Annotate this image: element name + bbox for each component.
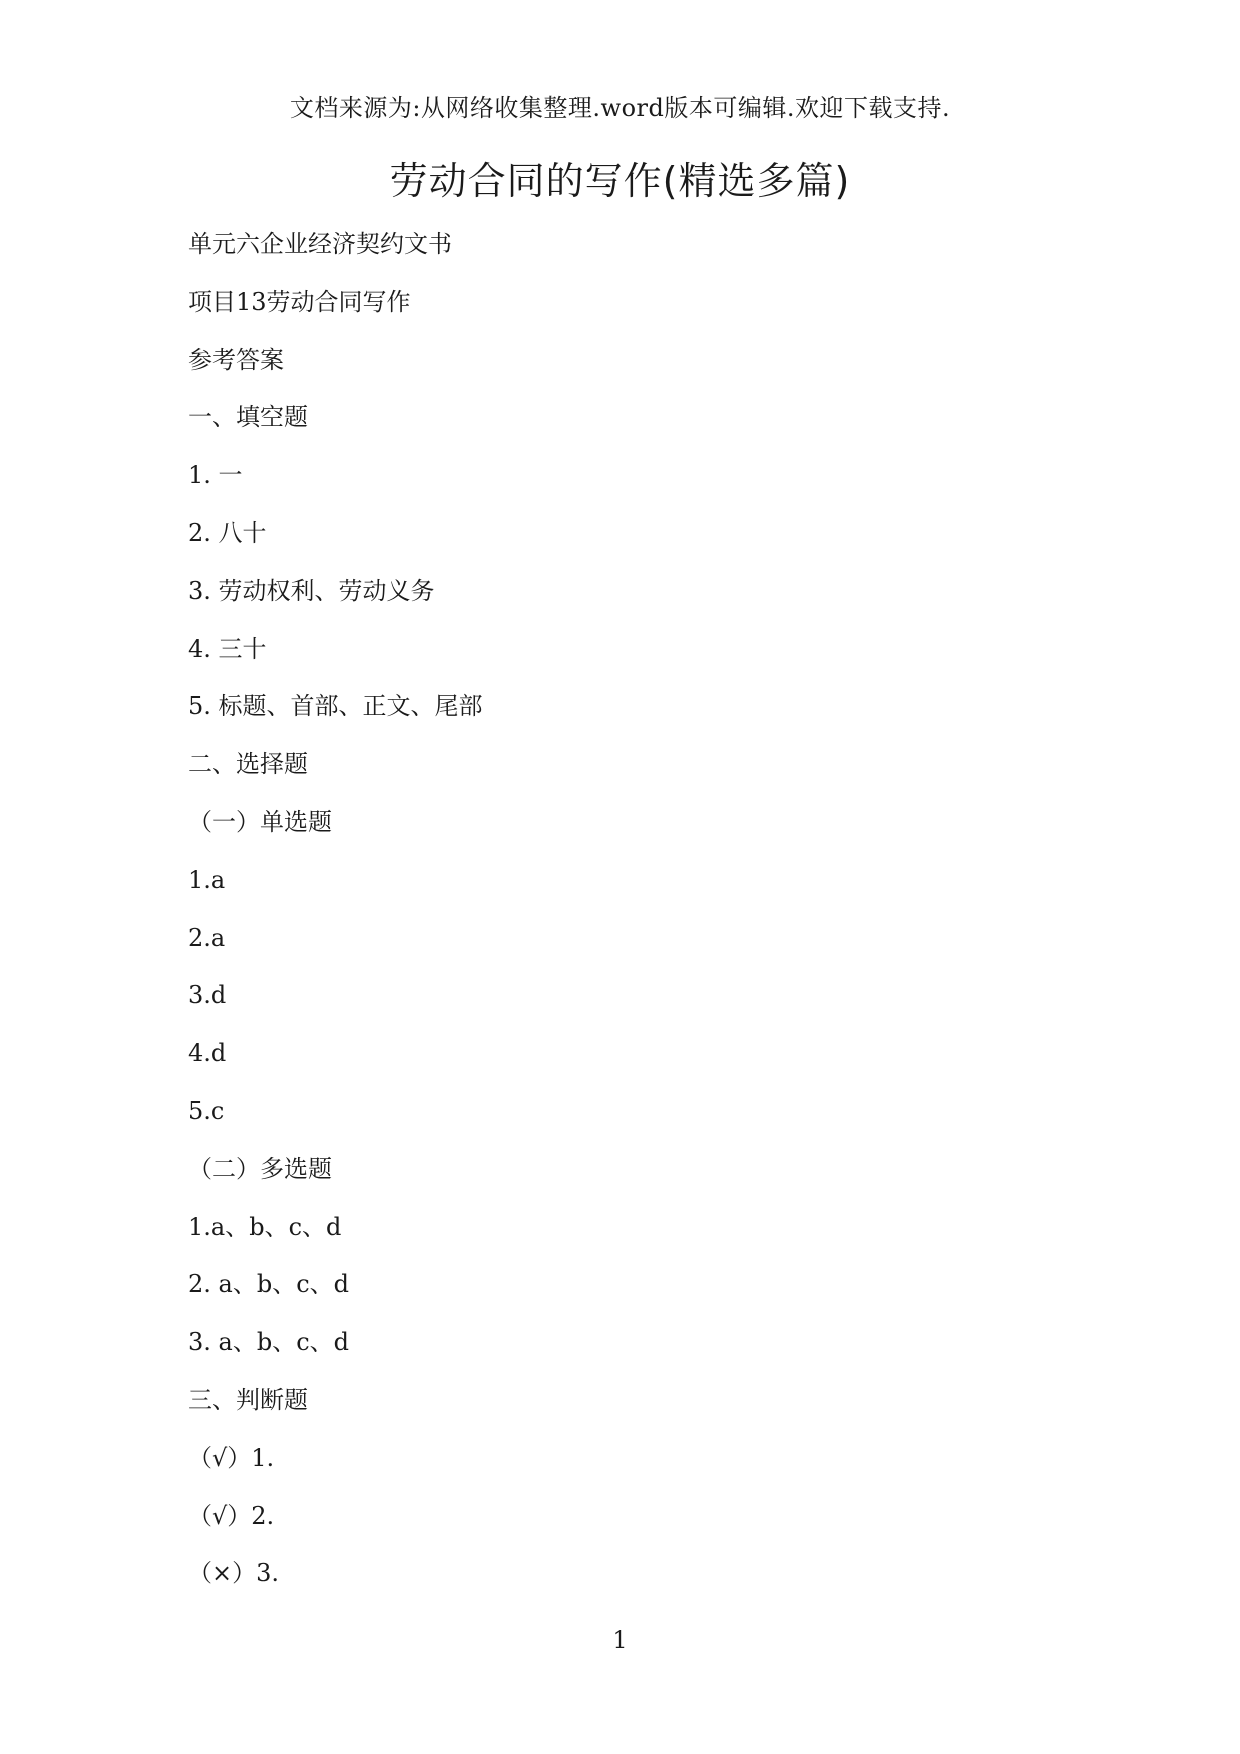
section-true-false-heading: 三、判断题 — [188, 1385, 308, 1414]
document-title: 劳动合同的写作(精选多篇) — [389, 159, 851, 203]
answer-line: （×）3. — [188, 1559, 280, 1588]
answer-line: 3. a、b、c、d — [188, 1328, 350, 1357]
answer-line: （√）2. — [188, 1501, 275, 1530]
subsection-single-choice-heading: （一）单选题 — [188, 807, 332, 836]
section-choice-heading: 二、选择题 — [188, 750, 308, 779]
source-note: 文档来源为:从网络收集整理.word版本可编辑.欢迎下载支持. — [289, 94, 951, 122]
section-fill-blank-heading: 一、填空题 — [188, 403, 308, 432]
answers-heading: 参考答案 — [188, 345, 284, 374]
page-number: 1 — [612, 1626, 628, 1654]
answer-line: 1. 一 — [188, 461, 243, 490]
answer-line: 3. 劳动权利、劳动义务 — [188, 576, 435, 605]
answer-line: 5. 标题、首部、正文、尾部 — [188, 692, 483, 721]
project-heading: 项目13劳动合同写作 — [188, 287, 411, 316]
answer-line: 1.a — [188, 865, 226, 894]
answer-line: 1.a、b、c、d — [188, 1212, 342, 1241]
subsection-multi-choice-heading: （二）多选题 — [188, 1154, 332, 1183]
answer-line: （√）1. — [188, 1443, 275, 1472]
unit-heading: 单元六企业经济契约文书 — [188, 230, 452, 258]
answer-line: 3.d — [188, 981, 227, 1010]
answer-line: 2. a、b、c、d — [188, 1270, 350, 1299]
document-body — [188, 224, 1148, 1611]
answer-line: 2.a — [188, 923, 226, 952]
answer-line: 2. 八十 — [188, 518, 267, 547]
answer-line: 4.d — [188, 1039, 227, 1068]
answer-line: 4. 三十 — [188, 634, 267, 663]
answer-line: 5.c — [188, 1096, 225, 1125]
